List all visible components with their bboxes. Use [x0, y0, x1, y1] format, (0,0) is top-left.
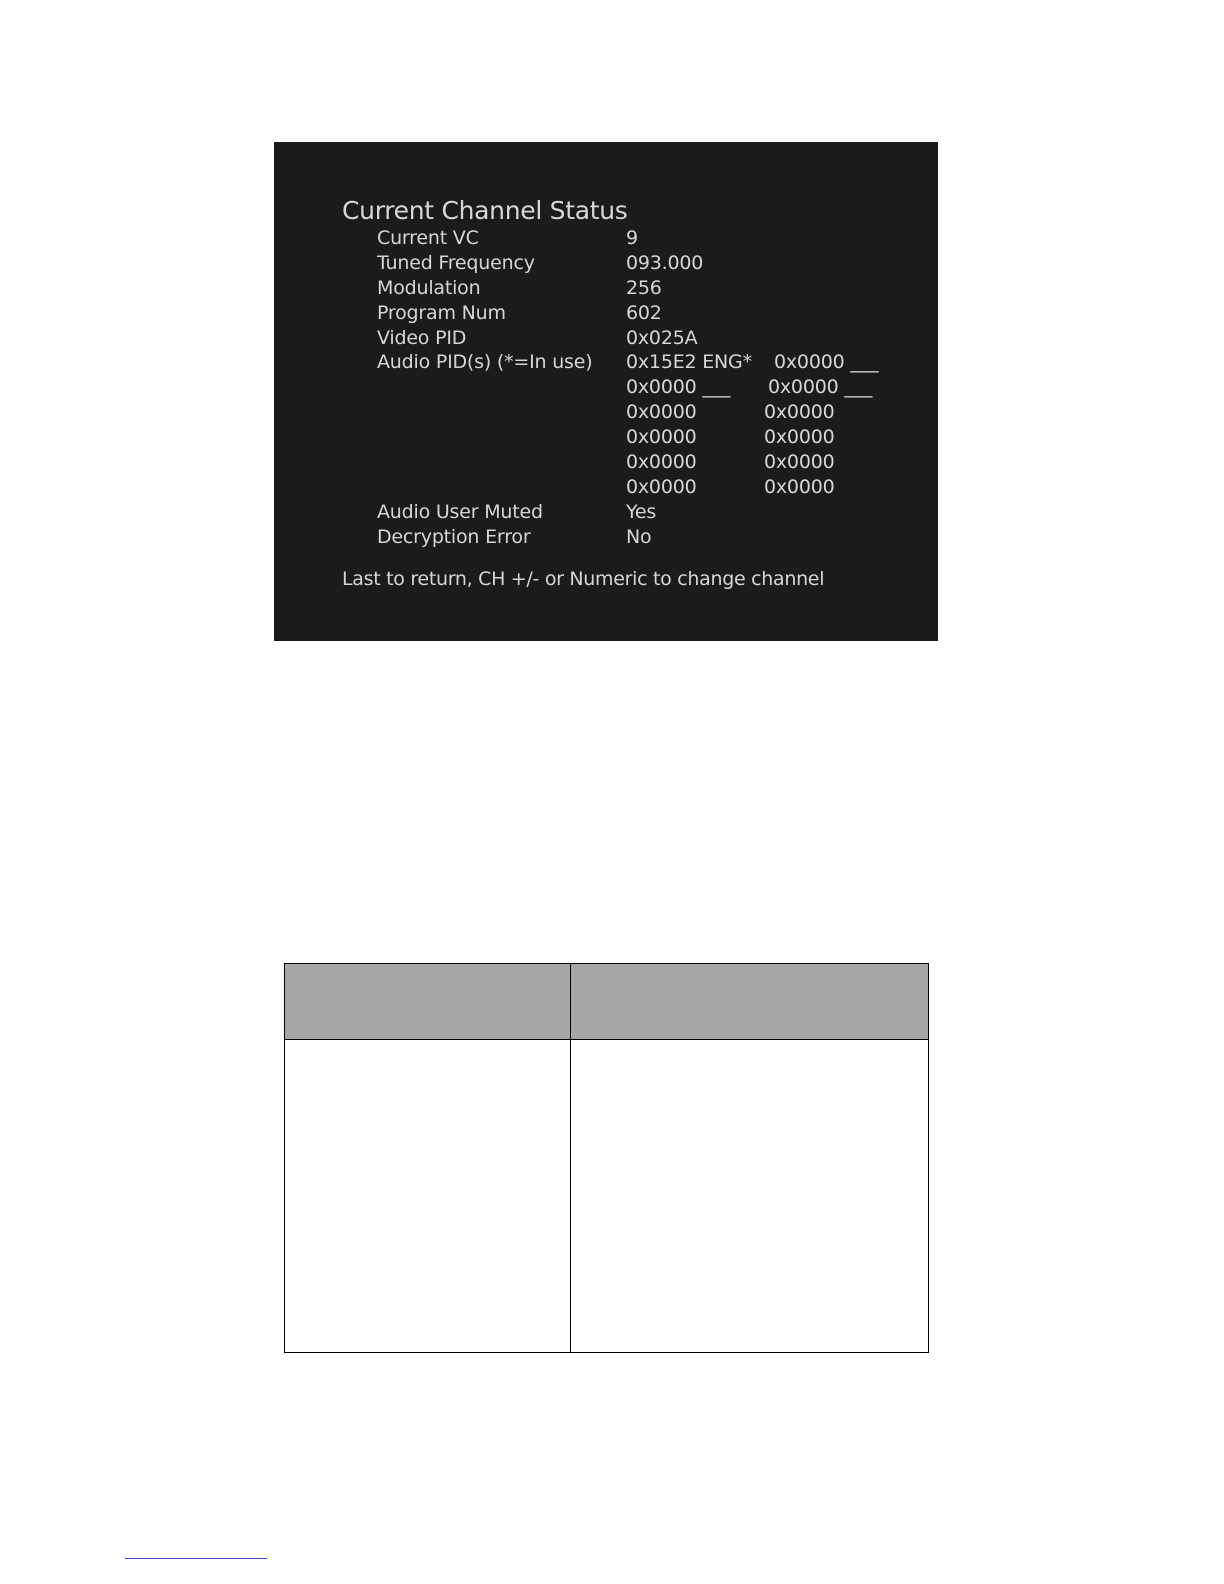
- table-cell-right: [571, 1040, 929, 1353]
- table-cell-left: [285, 1040, 571, 1353]
- label-tuned-frequency: Tuned Frequency: [377, 252, 535, 274]
- table-header-row: [285, 964, 929, 1040]
- label-program-num: Program Num: [377, 302, 506, 324]
- value-program-num: 602: [626, 302, 662, 324]
- value-current-vc: 9: [626, 227, 638, 249]
- audio-pid-6b: 0x0000: [764, 476, 835, 498]
- audio-pid-5b: 0x0000: [764, 451, 835, 473]
- label-video-pid: Video PID: [377, 327, 467, 349]
- audio-pid-6a: 0x0000: [626, 476, 697, 498]
- table-row: [285, 1040, 929, 1353]
- audio-pid-2a: 0x0000 ___: [626, 376, 731, 398]
- table-header-cell-left: [285, 964, 571, 1040]
- value-tuned-frequency: 093.000: [626, 252, 704, 274]
- value-decryption-error: No: [626, 526, 652, 548]
- empty-table: [284, 963, 929, 1353]
- audio-pid-4b: 0x0000: [764, 426, 835, 448]
- audio-pid-1b: 0x0000 ___: [774, 351, 879, 373]
- navigation-hint: Last to return, CH +/- or Numeric to change channel: [342, 568, 825, 590]
- table-header-cell-right: [571, 964, 929, 1040]
- value-modulation: 256: [626, 277, 662, 299]
- channel-status-screen: [274, 142, 938, 641]
- audio-pid-3a: 0x0000: [626, 401, 697, 423]
- value-audio-user-muted: Yes: [626, 501, 657, 523]
- label-modulation: Modulation: [377, 277, 481, 299]
- label-current-vc: Current VC: [377, 227, 479, 249]
- audio-pid-3b: 0x0000: [764, 401, 835, 423]
- audio-pid-1a: 0x15E2 ENG*: [626, 351, 752, 373]
- footnote-separator: [125, 1558, 267, 1559]
- screen-title: Current Channel Status: [342, 196, 628, 225]
- label-decryption-error: Decryption Error: [377, 526, 531, 548]
- label-audio-user-muted: Audio User Muted: [377, 501, 543, 523]
- audio-pid-5a: 0x0000: [626, 451, 697, 473]
- value-video-pid: 0x025A: [626, 327, 698, 349]
- audio-pid-2b: 0x0000 ___: [768, 376, 873, 398]
- audio-pid-4a: 0x0000: [626, 426, 697, 448]
- label-audio-pids: Audio PID(s) (*=In use): [377, 351, 593, 373]
